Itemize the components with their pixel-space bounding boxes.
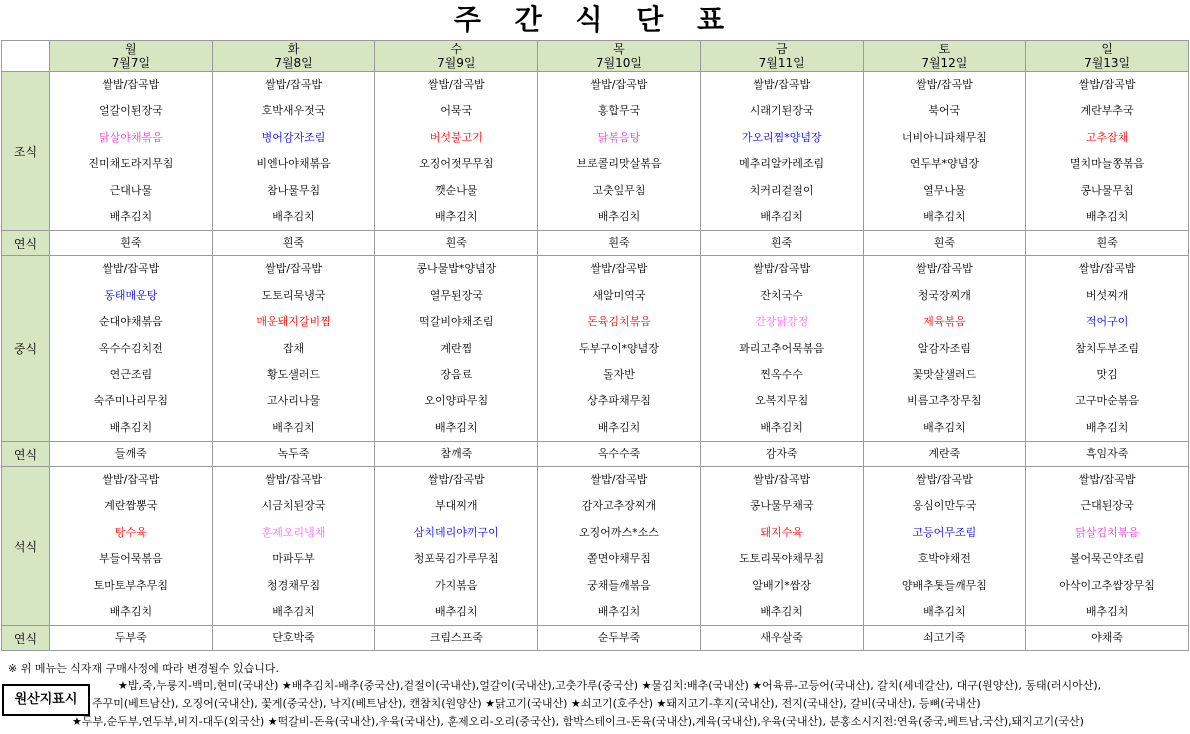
menu-item: 배추김치 — [597, 605, 641, 619]
menu-item: 맛김 — [1096, 367, 1118, 381]
menu-cell — [863, 442, 1026, 467]
day-name: 토 — [938, 42, 951, 56]
day-header — [375, 41, 538, 72]
menu-item: 두부죽 — [114, 631, 147, 645]
menu-item: 볼어묵곤약조림 — [1069, 552, 1145, 566]
menu-item: 비름고추장무침 — [907, 394, 982, 408]
menu-cell — [375, 442, 538, 467]
menu-item: 돌자반 — [603, 367, 635, 381]
menu-item: 쌀밥/잡곡밥 — [1078, 78, 1136, 91]
meal-label: 중식 — [2, 256, 50, 442]
menu-item: 쌀밥/잡곡밥 — [102, 473, 160, 487]
day-date: 7월12일 — [921, 56, 968, 70]
menu-item: 부들어묵볶음 — [98, 552, 163, 566]
menu-item: 쌀밥/잡곡밥 — [265, 78, 322, 91]
menu-item: 시래기된장국 — [749, 104, 814, 118]
menu-item: 떡갈비야채조림 — [419, 315, 494, 329]
menu-item: 배추김치 — [923, 605, 966, 619]
menu-item: 쌀밥/잡곡밥 — [1078, 473, 1136, 487]
meal-row — [2, 467, 1189, 626]
meal-label: 석식 — [2, 467, 50, 626]
menu-item: 배추김치 — [923, 209, 966, 223]
day-date: 7월9일 — [437, 56, 476, 70]
menu-cell — [700, 72, 863, 231]
menu-item: 쫄면야채무침 — [587, 552, 651, 566]
menu-item: 근대된장국 — [1080, 499, 1134, 513]
menu-item: 옥수수죽 — [597, 447, 641, 461]
menu-item: 배추김치 — [272, 420, 315, 434]
menu-cell — [863, 256, 1026, 442]
origin-label: 원산지표시 — [2, 684, 90, 716]
menu-item: 돈육김치볶음 — [587, 315, 651, 329]
menu-item: 쌀밥/잡곡밥 — [753, 262, 811, 276]
menu-item: 깻순나물 — [435, 183, 478, 197]
day-date: 7월8일 — [274, 56, 313, 70]
menu-cell — [1026, 231, 1189, 256]
menu-cell — [50, 231, 213, 256]
menu-item: 감자죽 — [765, 447, 798, 461]
menu-item: 적어구이 — [1085, 315, 1129, 329]
menu-item: 고춧잎무침 — [592, 183, 646, 197]
menu-cell — [50, 256, 213, 442]
meal-label: 연식 — [2, 442, 50, 467]
menu-item: 버섯찌개 — [1085, 288, 1129, 302]
menu-cell — [50, 626, 213, 651]
menu-item: 마파두부 — [272, 552, 315, 566]
menu-item: 비엔나야채볶음 — [256, 157, 331, 171]
day-header — [538, 41, 701, 72]
menu-item: 가지볶음 — [435, 578, 478, 592]
menu-item: 쌀밥/잡곡밥 — [915, 262, 973, 276]
menu-item: 쌀밥/잡곡밥 — [753, 473, 811, 487]
menu-item: 새알미역국 — [592, 288, 646, 302]
menu-item: 흰죽 — [608, 236, 630, 250]
menu-item: 오징어까스*소스 — [579, 525, 659, 539]
menu-item: 흰죽 — [771, 236, 793, 250]
menu-item: 단호박죽 — [272, 631, 315, 645]
menu-item: 옹심이만두국 — [912, 499, 977, 513]
menu-item: 고추잡채 — [1085, 130, 1129, 144]
menu-item: 고등어무조림 — [912, 525, 977, 539]
menu-item: 청경채무침 — [266, 578, 321, 592]
menu-item: 연두부*양념장 — [909, 157, 979, 171]
menu-item: 삼치데리야끼구이 — [413, 525, 499, 539]
menu-item: 쌀밥/잡곡밥 — [427, 473, 485, 487]
menu-item: 쌀밥/잡곡밥 — [427, 78, 485, 91]
menu-item: 배추김치 — [435, 605, 478, 619]
menu-item: 훈제오리냉채 — [261, 525, 326, 539]
meal-label: 조식 — [2, 72, 50, 231]
menu-cell — [1026, 256, 1189, 442]
menu-item: 참나물무침 — [266, 183, 321, 197]
menu-item: 얼갈이된장국 — [98, 104, 163, 118]
origin-line-2: 주꾸미(베트남산), 오징어(국내산), 꽃게(중국산), 낙지(베트남산), 캔참치(원양산) ★닭고기(국내산) ★쇠고기(호주산) ★돼지고기-후지(국내산), 전지(국내산), 갈비(국내산), 등뼈(국내산) — [92, 697, 981, 710]
menu-item: 북어국 — [928, 104, 961, 118]
menu-item: 도토리묵야채무침 — [739, 552, 825, 566]
menu-item: 흰죽 — [445, 236, 467, 250]
menu-item: 잔치국수 — [760, 288, 803, 302]
menu-item: 흰죽 — [1096, 236, 1118, 250]
weekly-menu-table — [1, 40, 1189, 651]
menu-item: 상추파채무침 — [587, 394, 651, 408]
menu-cell — [212, 467, 375, 626]
menu-item: 아삭이고추쌈장무침 — [1059, 578, 1155, 592]
menu-item: 브로콜리맛살볶음 — [576, 157, 662, 171]
menu-item: 쌀밥/잡곡밥 — [590, 262, 648, 276]
menu-change-note: ※ 위 메뉴는 식자재 구매사정에 따라 변경될수 있습니다. — [8, 662, 279, 675]
day-name: 금 — [775, 42, 788, 56]
menu-item: 매운돼지갈비찜 — [256, 315, 331, 329]
menu-item: 잡채 — [282, 341, 305, 355]
menu-item: 순두부죽 — [597, 631, 641, 645]
menu-item: 궁채들깨볶음 — [587, 578, 651, 592]
menu-item: 알감자조림 — [917, 341, 971, 355]
menu-cell — [700, 442, 863, 467]
menu-cell — [375, 256, 538, 442]
menu-cell — [863, 231, 1026, 256]
menu-item: 녹두죽 — [277, 447, 310, 461]
menu-item: 쌀밥/잡곡밥 — [1078, 262, 1136, 276]
menu-cell — [863, 72, 1026, 231]
day-name: 월 — [125, 42, 137, 56]
menu-item: 콩나물무채국 — [749, 499, 814, 513]
menu-cell — [700, 231, 863, 256]
menu-item: 배추김치 — [435, 420, 478, 434]
menu-item: 쌀밥/잡곡밥 — [265, 262, 322, 276]
menu-item: 배추김치 — [760, 209, 803, 223]
menu-cell — [538, 467, 701, 626]
menu-item: 탕수육 — [114, 525, 147, 539]
menu-item: 오복지무침 — [755, 394, 809, 408]
menu-cell — [863, 626, 1026, 651]
menu-item: 황도샐러드 — [266, 367, 321, 381]
menu-item: 배추김치 — [760, 420, 803, 434]
menu-item: 배추김치 — [597, 209, 641, 223]
menu-cell — [212, 626, 375, 651]
menu-item: 간장닭강정 — [755, 315, 809, 329]
menu-item: 고사리나물 — [266, 394, 321, 408]
page-title: 주 간 식 단 표 — [453, 3, 737, 36]
menu-cell — [700, 626, 863, 651]
menu-item: 배추김치 — [272, 605, 315, 619]
menu-item: 너비아니파채무침 — [901, 130, 987, 144]
menu-cell — [538, 256, 701, 442]
menu-item: 호박야채전 — [917, 552, 971, 566]
menu-item: 배추김치 — [1085, 209, 1129, 223]
menu-item: 크림스프죽 — [429, 631, 483, 645]
day-header — [700, 41, 863, 72]
menu-item: 근대나물 — [109, 183, 153, 197]
meal-row — [2, 72, 1189, 231]
menu-item: 배추김치 — [109, 209, 153, 223]
menu-item: 오이양파무침 — [424, 394, 489, 408]
menu-cell — [375, 231, 538, 256]
menu-item: 도토리묵냉국 — [261, 288, 326, 302]
menu-item: 메추리알카레조림 — [739, 157, 825, 171]
menu-cell — [212, 442, 375, 467]
menu-cell — [375, 467, 538, 626]
menu-item: 배추김치 — [109, 420, 153, 434]
menu-item: 동태매운탕 — [104, 288, 158, 302]
menu-item: 콩나물무침 — [1080, 183, 1134, 197]
menu-cell — [700, 256, 863, 442]
day-date: 7월7일 — [111, 56, 151, 70]
menu-item: 계란부추국 — [1080, 104, 1134, 118]
menu-item: 쇠고기죽 — [923, 631, 966, 645]
menu-cell — [50, 442, 213, 467]
menu-item: 닭살야채볶음 — [98, 130, 163, 144]
menu-item: 쌀밥/잡곡밥 — [915, 473, 973, 487]
menu-item: 열무나물 — [923, 183, 966, 197]
menu-item: 장음료 — [440, 367, 473, 381]
menu-item: 배추김치 — [1085, 420, 1129, 434]
day-name: 수 — [450, 42, 463, 56]
menu-item: 연근조림 — [109, 367, 153, 381]
day-date: 7월11일 — [758, 56, 805, 70]
menu-item: 들깨죽 — [114, 447, 147, 461]
menu-item: 제육볶음 — [923, 315, 966, 329]
menu-cell — [212, 231, 375, 256]
menu-item: 계란찜 — [440, 341, 473, 355]
menu-item: 쌀밥/잡곡밥 — [102, 78, 160, 91]
menu-item: 쌀밥/잡곡밥 — [590, 473, 648, 487]
menu-item: 시금치된장국 — [261, 499, 326, 513]
menu-item: 닭살김치볶음 — [1075, 525, 1139, 539]
menu-item: 닭볶음탕 — [597, 130, 641, 144]
menu-item: 순대야채볶음 — [98, 315, 163, 329]
day-date: 7월10일 — [595, 56, 642, 70]
menu-item: 두부구이*양념장 — [579, 341, 659, 355]
menu-item: 홍합무국 — [597, 104, 641, 118]
porridge-row — [2, 626, 1189, 651]
menu-item: 진미채도라지무침 — [88, 157, 174, 171]
meal-row — [2, 256, 1189, 442]
menu-item: 흰죽 — [120, 236, 142, 250]
day-name: 일 — [1101, 42, 1113, 56]
menu-item: 버섯불고기 — [429, 130, 483, 144]
corner-cell — [2, 41, 50, 72]
menu-item: 호박새우젓국 — [261, 104, 326, 118]
menu-cell — [1026, 467, 1189, 626]
menu-cell — [50, 72, 213, 231]
menu-cell — [50, 467, 213, 626]
menu-item: 부대찌개 — [435, 499, 478, 513]
menu-item: 계란짬뽕국 — [104, 499, 158, 513]
menu-item: 돼지수육 — [760, 525, 803, 539]
menu-item: 꽈리고추어묵볶음 — [739, 341, 825, 355]
menu-item: 배추김치 — [760, 605, 803, 619]
porridge-row — [2, 442, 1189, 467]
menu-item: 오징어젓무무침 — [419, 157, 494, 171]
menu-item: 병어감자조림 — [261, 130, 326, 144]
menu-cell — [700, 467, 863, 626]
menu-item: 흰죽 — [282, 236, 305, 250]
menu-item: 콩나물밥*양념장 — [416, 262, 497, 276]
menu-item: 찐옥수수 — [760, 367, 803, 381]
menu-item: 멸치마늘쫑볶음 — [1069, 157, 1145, 171]
menu-item: 배추김치 — [109, 605, 153, 619]
menu-item: 배추김치 — [597, 420, 641, 434]
menu-item: 토마토부추무침 — [93, 578, 169, 592]
meal-label: 연식 — [2, 626, 50, 651]
menu-item: 양배추톳들깨무침 — [901, 578, 987, 592]
menu-item: 고구마순볶음 — [1075, 394, 1139, 408]
menu-item: 참깨죽 — [440, 447, 473, 461]
menu-item: 가오리찜*양념장 — [741, 130, 822, 144]
menu-item: 쌀밥/잡곡밥 — [265, 473, 322, 487]
menu-item: 청포묵김가루무침 — [413, 552, 499, 566]
menu-cell — [1026, 72, 1189, 231]
menu-item: 쌀밥/잡곡밥 — [753, 78, 811, 91]
menu-item: 쌀밥/잡곡밥 — [915, 78, 973, 91]
day-name: 화 — [287, 42, 300, 56]
menu-cell — [538, 72, 701, 231]
day-header — [1026, 41, 1189, 72]
menu-item: 열무된장국 — [429, 288, 483, 302]
day-header-row — [2, 41, 1189, 72]
porridge-row — [2, 231, 1189, 256]
menu-item: 흑임자죽 — [1085, 447, 1129, 461]
menu-item: 쌀밥/잡곡밥 — [590, 78, 648, 91]
menu-cell — [538, 626, 701, 651]
menu-item: 쌀밥/잡곡밥 — [102, 262, 160, 276]
menu-item: 숙주미나리무침 — [93, 394, 169, 408]
day-date: 7월13일 — [1084, 56, 1131, 70]
meal-label: 연식 — [2, 231, 50, 256]
day-name: 목 — [613, 42, 625, 56]
menu-item: 배추김치 — [923, 420, 966, 434]
menu-cell — [212, 72, 375, 231]
menu-cell — [212, 256, 375, 442]
day-header — [863, 41, 1026, 72]
origin-line-1: ★밥,죽,누룽지-백미,현미(국내산) ★배추김치-배추(중국산),겉절이(국내산),얼갈이(국내산),고춧가루(중국산) ★물김치:배추(국내산) ★어육류-고등어(국내산), 갈치(세네갈산), 대구(원양산), 동태(러시아산), — [118, 679, 1102, 692]
menu-item: 치커리겉절이 — [749, 183, 814, 197]
menu-cell — [863, 467, 1026, 626]
menu-item: 배추김치 — [1085, 605, 1129, 619]
menu-cell — [538, 231, 701, 256]
menu-item: 청국장찌개 — [917, 288, 971, 302]
menu-cell — [1026, 626, 1189, 651]
menu-item: 알배기*쌈장 — [752, 578, 811, 592]
menu-cell — [1026, 442, 1189, 467]
menu-item: 배추김치 — [435, 209, 478, 223]
menu-item: 새우살죽 — [760, 631, 803, 645]
menu-item: 배추김치 — [272, 209, 315, 223]
menu-item: 감자고추장찌개 — [581, 499, 657, 513]
menu-cell — [538, 442, 701, 467]
menu-item: 옥수수김치전 — [98, 341, 163, 355]
menu-item: 흰죽 — [933, 236, 955, 250]
menu-item: 야채죽 — [1091, 631, 1124, 645]
origin-line-3: ★두부,순두부,연두부,비지-대두(외국산) ★떡갈비-돈육(국내산),우육(국내산), 훈제오리-오리(중국산), 함박스테이크-돈육(국내산),계육(국내산),우육(국내산), 분홍소시지전:연육(중국,베트남,국산),돼지고기(국산) — [72, 715, 1084, 728]
menu-item: 참치두부조림 — [1075, 341, 1139, 355]
menu-item: 꽃맛살샐러드 — [912, 367, 977, 381]
menu-item: 어묵국 — [440, 104, 473, 118]
menu-item: 계란죽 — [928, 447, 961, 461]
day-header — [50, 41, 213, 72]
menu-cell — [375, 72, 538, 231]
menu-cell — [375, 626, 538, 651]
day-header — [212, 41, 375, 72]
